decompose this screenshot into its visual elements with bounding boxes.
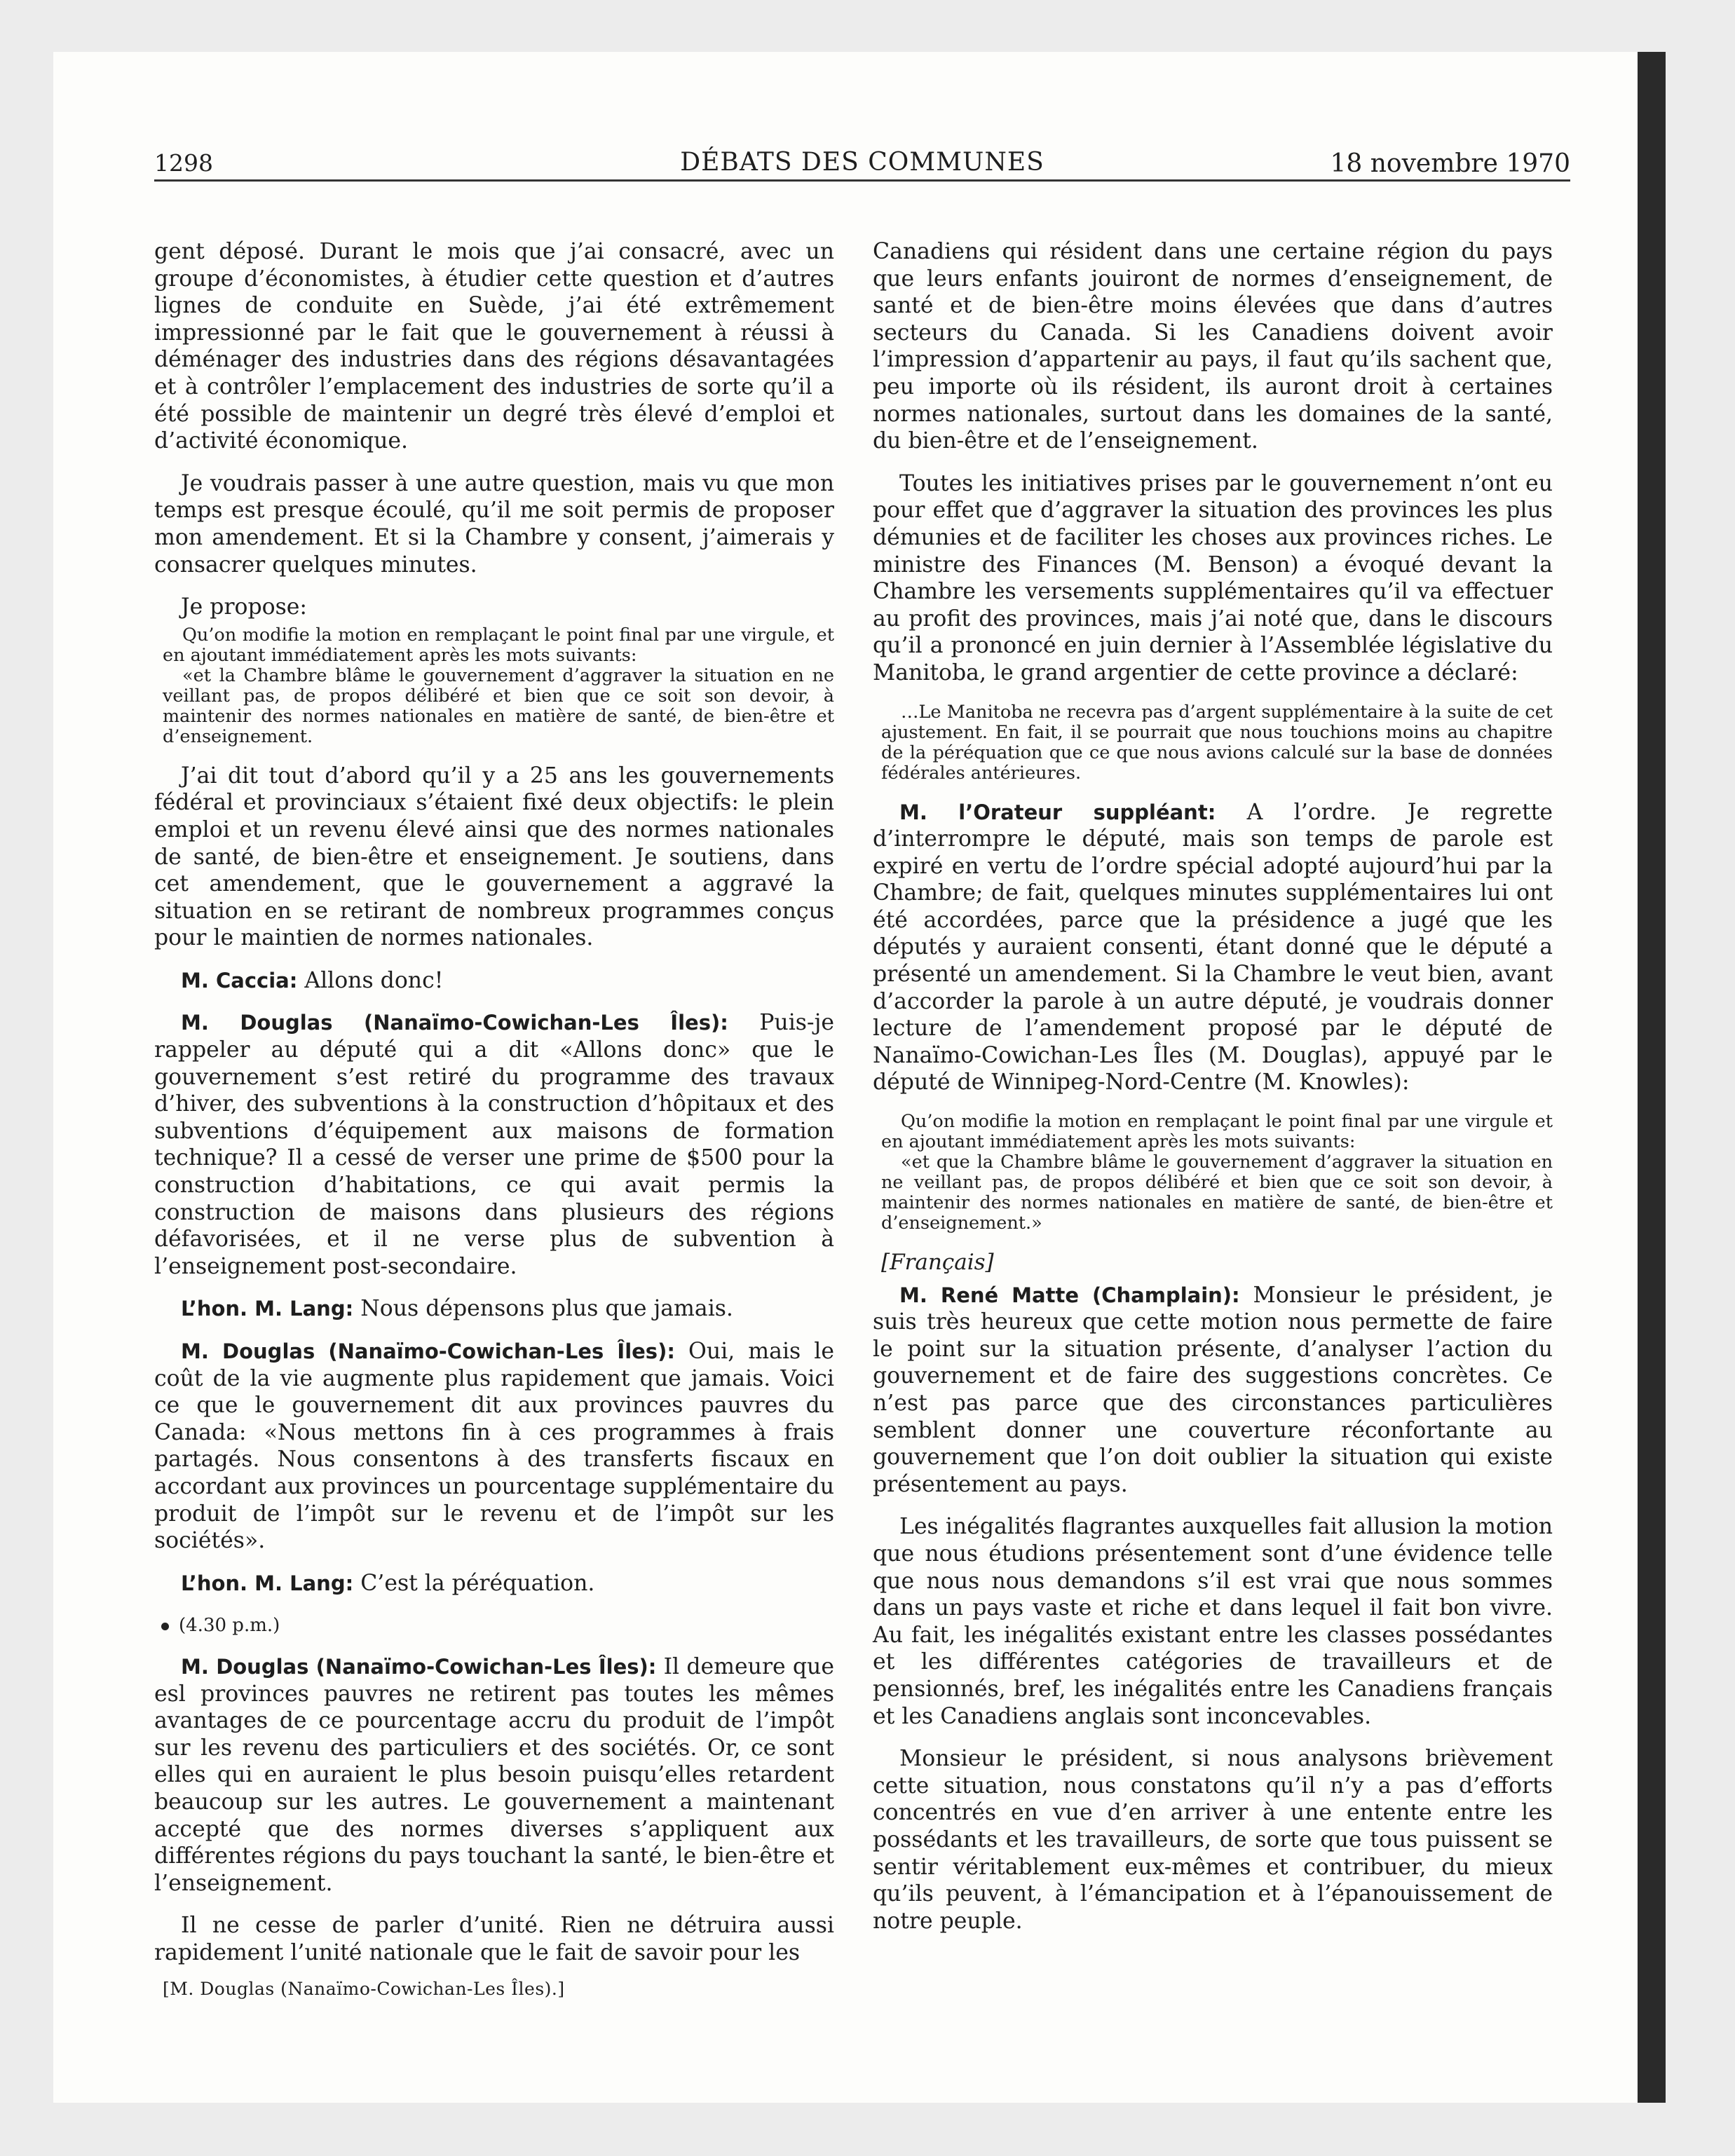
paragraph: Canadiens qui résident dans une certaine région du pays que leurs enfants jouiront de normes d’enseignement, de santé et de bien-être moins élevées que dans d’autres secteurs du Canada. Si les Canadiens doivent avoir l’impression d’appartenir au pays, il faut qu’ils sachent que, peu importe où ils résident, ils auront droit à certaines normes nationales, surtout dans les domaines de la santé, du bien-être et de l’enseignement. [873, 239, 1553, 454]
speech-text: Puis-je rappeler au député qui a dit «Allons donc» que le gouvernement s’est retiré du programme des travaux d’hiver, des subventions à la construction d’hôpitaux et des subventions d’équipement aux maisons de formation technique? Il a cessé de verser une prime de $500 pour la construction d’habitations, ce qui avait permis la construction de maisons dans plusieurs des régions défavorisées, et il ne verse plus de subvention à l’enseignement post-secondaire. [154, 1010, 834, 1279]
speaker-name: L’hon. M. Lang: [181, 1571, 354, 1595]
speaker-name: M. Douglas (Nanaïmo-Cowichan-Les Îles): [181, 1339, 675, 1363]
speaker-name: M. René Matte (Champlain): [899, 1283, 1240, 1307]
bullet-icon [161, 1623, 169, 1630]
speech [873, 1282, 1553, 1499]
page-header [154, 140, 1570, 182]
paragraph: Je propose: [181, 594, 308, 620]
paragraph: Les inégalités flagrantes auxquelles fait allusion la motion que nous étudions présentement sont d’une évidence telle que nous nous demandons s’il est vrai que nous sommes dans un pays vaste et riche et dans lequel il fait bon vivre. Au fait, les inégalités existant entre les classes possédantes et les différentes catégories de travailleurs et de pensionnés, bref, les inégalités entre les Canadiens français et les Canadiens anglais sont inconcevables. [873, 1514, 1553, 1729]
quote [873, 702, 1553, 784]
publication-date: 18 novembre 1970 [1330, 149, 1570, 178]
scan-edge-bar [1638, 52, 1666, 2103]
speaker-name: M. l’Orateur suppléant: [899, 800, 1216, 824]
paragraph: Toutes les initiatives prises par le gouvernement n’ont eu pour effet que d’aggraver la situation des provinces les plus démunies et de faciliter les choses aux provinces riches. Le ministre des Finances (M. Benson) a évoqué devant la Chambre les versements supplémentaires qu’il va effectuer au profit des provinces, mais j’ai noté que, dans le discours qu’il a prononcé en juin dernier à l’Assemblée législative du Manitoba, le grand argentier de cette province a déclaré: [873, 470, 1553, 685]
paragraph: Je voudrais passer à une autre question, mais vu que mon temps est presque écoulé, qu’il me soit permis de proposer mon amendement. Et si la Chambre y consent, j’aimerais y consacrer quelques minutes. [154, 470, 834, 578]
speaker-footnote: [M. Douglas (Nanaïmo-Cowichan-Les Îles).] [163, 1979, 565, 2000]
speaker-name: M. Douglas (Nanaïmo-Cowichan-Les Îles): [181, 1654, 657, 1679]
speech [154, 1295, 834, 1323]
time-marker [161, 1612, 834, 1639]
speech-text: Allons donc! [297, 967, 444, 993]
paragraph: Monsieur le président, si nous analysons brièvement cette situation, nous constatons qu’il n’y a pas d’efforts concentrés en vue d’en arriver à une entente entre les possédants et les travailleurs, de sorte que tous puissent se sentir véritablement eux-mêmes et contribuer, du mieux qu’ils peuvent, à l’émancipation et à l’épanouissement de notre peuple. [873, 1746, 1553, 1934]
quote-line: «et que la Chambre blâme le gouvernement d’aggraver la situation en ne veillant pas, de propos délibéré et bien que ce soit son devoir, à maintenir des normes nationales en matière de santé, de bien-être et d’enseignement.» [881, 1152, 1553, 1234]
speech [154, 967, 834, 995]
quote-line: …Le Manitoba ne recevra pas d’argent supplémentaire à la suite de cet ajustement. En fait, il se pourrait que nous touchions moins au chapitre de la péréquation que ce que nous avions calculé sur la base de données fédérales antérieures. [881, 701, 1553, 784]
speech-text: Il demeure que esl provinces pauvres ne retirent pas toutes les mêmes avantages de ce pourcentage accru du produit de l’impôt sur les revenu des particuliers et des sociétés. Or, ce sont elles qui en auraient le plus besoin puisqu’elles retardent beaucoup sur les autres. Le gouvernement a maintenant accepté que des normes diverses s’appliquent aux différentes régions du pays touchant la santé, le bien-être et l’enseignement. [154, 1653, 834, 1896]
motion-quote [154, 625, 834, 747]
quote-line: «et la Chambre blâme le gouvernement d’aggraver la situation en ne veillant pas, de propos délibéré et bien que ce soit son devoir, à maintenir des normes nationales en matière de santé, de bien-être et d’enseignement. [163, 664, 834, 747]
speaker-name: M. Caccia: [181, 968, 298, 992]
speech-text: A l’ordre. Je regrette d’interrompre le député, mais son temps de parole est expiré en vertu de l’ordre spécial adopté aujourd’hui par la Chambre; de fait, quelques minutes supplémentaires lui ont été accordées, parce que la présidence a jugé que les députés y auraient consenti, étant donné que le député a présenté un amendement. Si la Chambre le veut bien, avant d’accorder la parole à un autre député, je voudrais donner lecture de l’amendement proposé par le député de Nanaïmo-Cowichan-Les Îles (M. Douglas), appuyé par le député de Winnipeg-Nord-Centre (M. Knowles): [873, 799, 1553, 1096]
speech [154, 1653, 834, 1897]
speech-text: Nous dépensons plus que jamais. [353, 1296, 733, 1322]
quote-line: Qu’on modifie la motion en remplaçant le point final par une virgule et en ajoutant immédiatement après les mots suivants: [881, 1111, 1553, 1153]
speech [873, 799, 1553, 1097]
quote-line: Qu’on modifie la motion en remplaçant le point final par une virgule, et en ajoutant immédiatement après les mots suivants: [163, 624, 834, 666]
paragraph: gent déposé. Durant le mois que j’ai consacré, avec un groupe d’économistes, à étudier cette question et d’autres lignes de conduite en Suède, j’ai été extrêmement impressionné par le fait que le gouvernement à réussi à déménager des industries dans des régions désavantagées et à contrôler l’emplacement des industries de sorte qu’il a été possible de maintenir un degré très élevé d’emploi et d’activité économique. [154, 239, 834, 454]
page-number: 1298 [154, 149, 213, 177]
speech [154, 1009, 834, 1280]
speaker-name: L’hon. M. Lang: [181, 1297, 354, 1321]
speech-text: Oui, mais le coût de la vie augmente plus rapidement que jamais. Voici ce que le gouvernement dit aux provinces pauvres du Canada: «Nous mettons fin à ces programmes à frais partagés. Nous consentons à des transferts fiscaux en accordant aux provinces un pourcentage supplémentaire du produit de l’impôt sur le revenu et de l’impôt sur les sociétés». [154, 1339, 834, 1554]
paragraph: J’ai dit tout d’abord qu’il y a 25 ans les gouvernements fédéral et provinciaux s’étaient fixé deux objectifs: le plein emploi et un revenu élevé ainsi que des normes nationales de santé, de bien-être et enseignement. Je soutiens, dans cet amendement, que le gouvernement a aggravé la situation en se retirant de nombreux programmes conçus pour le maintien de normes nationales. [154, 763, 834, 951]
language-marker: [Français] [881, 1250, 994, 1276]
time-text: (4.30 p.m.) [179, 1615, 280, 1637]
speech-text: C’est la péréquation. [353, 1570, 595, 1596]
left-column [154, 238, 834, 2003]
paragraph: Il ne cesse de parler d’unité. Rien ne détruira aussi rapidement l’unité nationale que le fait de savoir pour les [154, 1913, 834, 1965]
right-column [873, 238, 1553, 1950]
speech [154, 1338, 834, 1555]
publication-title: DÉBATS DES COMMUNES [680, 148, 1045, 177]
motion-quote [873, 1112, 1553, 1234]
speaker-name: M. Douglas (Nanaïmo-Cowichan-Les Îles): [181, 1011, 728, 1035]
speech-text: Monsieur le président, je suis très heureux que cette motion nous permette de faire le point sur la situation présente, d’analyser l’action du gouvernement et de faire des suggestions concrètes. Ce n’est pas parce que des circonstances particulières semblent donner une couverture réconfortante au gouvernement que l’on doit oublier la situation qui existe présentement au pays. [873, 1282, 1553, 1497]
speech [154, 1570, 834, 1597]
